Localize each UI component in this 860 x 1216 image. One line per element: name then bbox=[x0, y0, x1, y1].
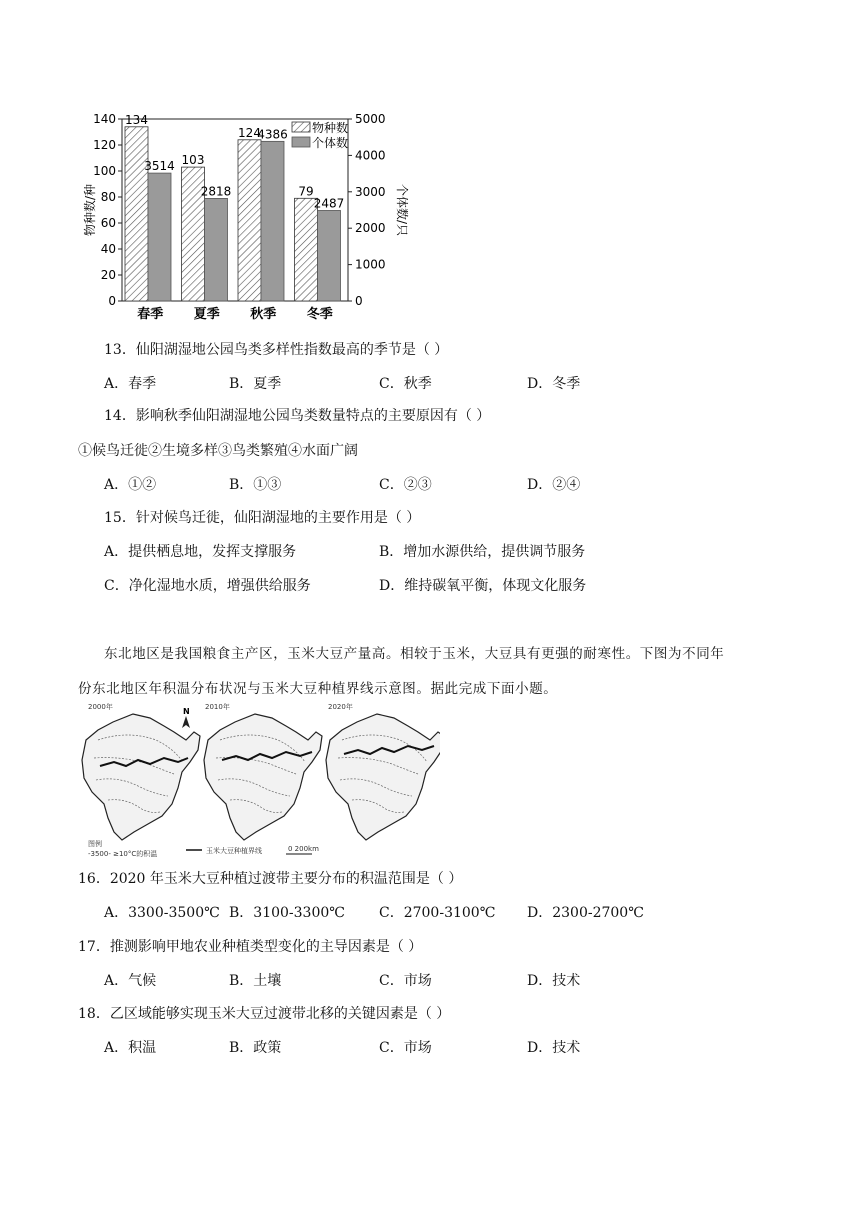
left-axis-label: 物种数/种 bbox=[83, 183, 97, 237]
map-scale-bar: 0 200km bbox=[288, 845, 319, 853]
map-year-2020: 2020年 bbox=[328, 703, 353, 711]
left-axis-tick-label: 0 bbox=[108, 294, 116, 308]
data-label-individuals: 3514 bbox=[144, 159, 175, 174]
right-axis-tick-label: 4000 bbox=[355, 148, 386, 163]
category-label: 秋季 bbox=[250, 307, 277, 322]
q17-option-a[interactable]: A．气候 bbox=[104, 973, 157, 989]
q17-option-b[interactable]: B．土壤 bbox=[229, 973, 282, 989]
q13-option-d[interactable]: D．冬季 bbox=[527, 376, 581, 392]
svg-text:-3500- ≥10°C的积温: -3500- ≥10°C的积温 bbox=[88, 850, 158, 858]
bird-season-bar-chart bbox=[80, 105, 410, 330]
left-axis-tick-label: 100 bbox=[93, 164, 116, 178]
q15-option-a[interactable]: A．提供栖息地，发挥支撑服务 bbox=[104, 544, 297, 560]
map-year-2010: 2010年 bbox=[205, 703, 230, 711]
northeast-accumulated-temperature-map-figure bbox=[78, 700, 440, 860]
q14-option-b[interactable]: B．①③ bbox=[229, 477, 282, 493]
q17-option-c[interactable]: C．市场 bbox=[379, 973, 432, 989]
bar-individuals-0 bbox=[148, 173, 171, 301]
data-label-species: 134 bbox=[125, 112, 148, 127]
q14-option-c[interactable]: C．②③ bbox=[379, 477, 432, 493]
question-17: 17．推测影响甲地农业种植类型变化的主导因素是（ ） bbox=[78, 939, 423, 955]
legend-label-individuals: 个体数 bbox=[312, 136, 349, 150]
q18-option-b[interactable]: B．政策 bbox=[229, 1040, 282, 1056]
right-axis-tick-label: 0 bbox=[355, 294, 363, 308]
bar-species-3 bbox=[295, 198, 318, 301]
q13-option-c[interactable]: C．秋季 bbox=[379, 376, 432, 392]
q15-option-d[interactable]: D．维持碳氧平衡，体现文化服务 bbox=[379, 578, 587, 594]
data-label-species: 79 bbox=[298, 184, 314, 199]
legend-swatch-individuals bbox=[292, 137, 310, 147]
left-axis-tick-label: 20 bbox=[100, 268, 116, 282]
left-axis-tick-label: 120 bbox=[93, 138, 116, 152]
q17-option-d[interactable]: D．技术 bbox=[527, 973, 581, 989]
map-legend bbox=[88, 839, 319, 858]
left-axis-tick-label: 80 bbox=[100, 190, 116, 204]
right-axis-label: 个体数/只 bbox=[395, 183, 409, 237]
left-axis-tick-label: 40 bbox=[100, 242, 116, 256]
chart-legend bbox=[292, 120, 348, 150]
bar-species-2 bbox=[238, 140, 261, 301]
category-label: 冬季 bbox=[306, 307, 333, 322]
passage-line-1: 东北地区是我国粮食主产区，玉米大豆产量高。相较于玉米，大豆具有更强的耐寒性。下图为不同年 bbox=[104, 646, 725, 662]
category-label: 春季 bbox=[137, 307, 164, 322]
q16-option-b[interactable]: B．3100-3300℃ bbox=[229, 905, 345, 921]
q18-option-d[interactable]: D．技术 bbox=[527, 1040, 581, 1056]
q14-option-d[interactable]: D．②④ bbox=[527, 477, 581, 493]
north-arrow-icon bbox=[182, 707, 190, 728]
legend-swatch-species bbox=[292, 122, 310, 132]
right-axis-tick-label: 3000 bbox=[355, 184, 386, 199]
question-14-statements: ①候鸟迁徙②生境多样③鸟类繁殖④水面广阔 bbox=[78, 443, 358, 459]
question-18: 18．乙区域能够实现玉米大豆过渡带北移的关键因素是（ ） bbox=[78, 1006, 451, 1022]
map-2000 bbox=[82, 714, 200, 840]
question-13: 13．仙阳湖湿地公园鸟类多样性指数最高的季节是（ ） bbox=[104, 342, 449, 358]
q15-option-c[interactable]: C．净化湿地水质，增强供给服务 bbox=[104, 578, 311, 594]
svg-text:N: N bbox=[183, 707, 190, 716]
bar-individuals-2 bbox=[261, 141, 284, 301]
right-axis-tick-label: 1000 bbox=[355, 257, 386, 272]
map-year-2000: 2000年 bbox=[88, 703, 113, 711]
q16-option-c[interactable]: C．2700-3100℃ bbox=[379, 905, 496, 921]
bar-species-0 bbox=[125, 127, 148, 301]
data-label-individuals: 2818 bbox=[200, 184, 232, 199]
data-label-individuals: 4386 bbox=[257, 127, 288, 142]
q14-option-a[interactable]: A．①② bbox=[104, 477, 157, 493]
svg-text:图例: 图例 bbox=[88, 840, 102, 848]
bar-individuals-3 bbox=[318, 210, 341, 301]
q18-option-c[interactable]: C．市场 bbox=[379, 1040, 432, 1056]
left-axis-tick-label: 60 bbox=[100, 216, 116, 230]
data-label-species: 103 bbox=[181, 153, 205, 168]
svg-text:玉米大豆种植界线: 玉米大豆种植界线 bbox=[206, 847, 262, 855]
q16-option-d[interactable]: D．2300-2700℃ bbox=[527, 905, 644, 921]
category-label: 夏季 bbox=[193, 307, 220, 322]
q15-option-b[interactable]: B．增加水源供给，提供调节服务 bbox=[379, 544, 586, 560]
question-14: 14．影响秋季仙阳湖湿地公园鸟类数量特点的主要原因有（ ） bbox=[104, 408, 491, 424]
bar-individuals-1 bbox=[205, 198, 228, 301]
data-label-species: 124 bbox=[238, 125, 261, 140]
map-2020 bbox=[326, 714, 440, 840]
q13-option-a[interactable]: A．春季 bbox=[104, 376, 157, 392]
q16-option-a[interactable]: A．3300-3500℃ bbox=[104, 905, 220, 921]
right-axis-tick-label: 5000 bbox=[355, 112, 386, 126]
left-axis-tick-label: 140 bbox=[93, 112, 116, 126]
question-15: 15．针对候鸟迁徙，仙阳湖湿地的主要作用是（ ） bbox=[104, 510, 421, 526]
passage-line-2: 份东北地区年积温分布状况与玉米大豆种植界线示意图。据此完成下面小题。 bbox=[78, 681, 558, 697]
right-axis-tick-label: 2000 bbox=[355, 221, 386, 236]
question-16: 16．2020 年玉米大豆种植过渡带主要分布的积温范围是（ ） bbox=[78, 871, 463, 887]
map-2010 bbox=[204, 714, 322, 840]
legend-label-species: 物种数 bbox=[312, 121, 349, 135]
q18-option-a[interactable]: A．积温 bbox=[104, 1040, 157, 1056]
q13-option-b[interactable]: B．夏季 bbox=[229, 376, 282, 392]
data-label-individuals: 2487 bbox=[313, 196, 345, 211]
